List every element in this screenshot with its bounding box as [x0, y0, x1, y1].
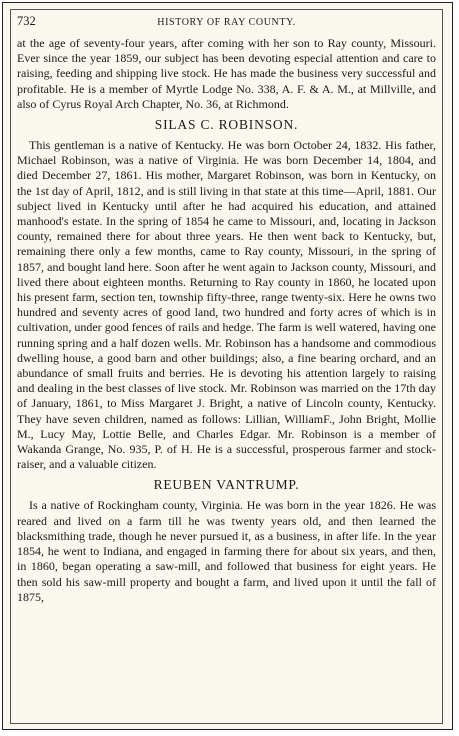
intro-paragraph: at the age of seventy-four years, after coming with her son to Ray county, Missouri. Ever since the year 1859, our subject has been devoting especial attention and care to raising, feeding and shipping live stock. He has made the business very successful and profitable. He is a member of Myrtle Lodge No. 338, A. F. & A. M., at Millville, and also of Cyrus Royal Arch Chapter, No. 36, at Richmond.: [17, 36, 436, 111]
page-frame: [10, 9, 443, 724]
running-title: HISTORY OF RAY COUNTY.: [157, 17, 296, 28]
vantrump-paragraph: Is a native of Rockingham county, Virginia. He was born in the year 1826. He was reared and lived on a farm till he was twenty years old, and then learned the blacksmithing trade, though he never pursued it, as a business, in after life. In the year 1854, he went to Indiana, and engaged in farming there for about six years, and then, in 1860, began operating a saw-mill, and followed that business for eight years. He then sold his saw-mill property and bought a farm, and lived upon it until the fall of 1875,: [17, 498, 436, 604]
page-content: [17, 14, 436, 605]
running-head: [17, 14, 436, 36]
page-border: [2, 2, 453, 730]
robinson-paragraph: This gentleman is a native of Kentucky. He was born October 24, 1832. His father, Michael Robinson, was a native of Virginia. He was born December 14, 1804, and died December 27, 1861. His mother, Margaret Robinson, was born in Kentucky, on the 1st day of April, 1812, and is still living in that state at this time—April, 1881. Our subject lived in Kentucky until after he had acquired his education, and attained manhood's estate. In the spring of 1854 he came to Missouri, and, locating in Jackson county, remained there for about three years. He then went back to Kentucky, but, remaining there only a few months, came to Ray county, Missouri, in the spring of 1857, and bought land here. Soon after he went again to Jackson county, Missouri, and lived there about eighteen months. Returning to Ray county in 1860, he located upon his present farm, section ten, township fifty-three, range twenty-six. Here he owns two hundred and seventy acres of good land, two hundred and forty acres of which is in cultivation, under good fences of rails and hedge. The farm is well watered, having one running spring and a half dozen wells. Mr. Robinson has a handsome and commodious dwelling house, a good barn and other buildings; also, a fine bearing orchard, and an abundance of small fruits and berries. He is devoting his attention largely to raising and dealing in the best classes of live stock. Mr. Robinson was married on the 17th day of January, 1861, to Miss Margaret J. Bright, a native of Lincoln county, Kentucky. They have seven children, named as follows: Lillian, WilliamF., John Bright, Mollie M., Lucy May, Lottie Belle, and Charles Edgar. Mr. Robinson is a member of Wakanda Grange, No. 935, P. of H. He is a successful, prosperous farmer and stock-raiser, and a valuable citizen.: [17, 138, 436, 472]
page-number: 732: [17, 14, 36, 28]
section-heading-vantrump: REUBEN VANTRUMP.: [153, 477, 300, 493]
section-heading-robinson: SILAS C. ROBINSON.: [154, 117, 299, 133]
